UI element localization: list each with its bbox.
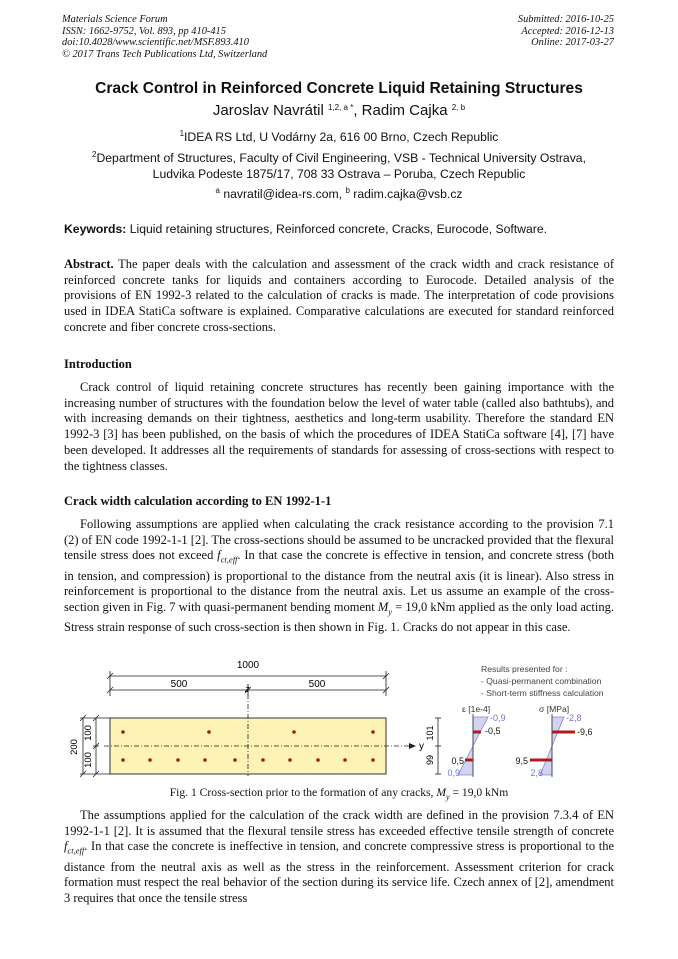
abstract-label: Abstract. (64, 257, 114, 271)
dimension-neutral-bottom: 99 (425, 754, 435, 766)
strain-bottom-value: 0,9 (447, 768, 460, 778)
abstract-text: The paper deals with the calculation and assessment of the crack width and crack resistance of reinforced concrete tanks for liquids and containers according to Eurocode. Detailed analysis of the provisions of EN 1992-3 related to the calculation of cracks is made. The interpretation of code provisions used in IDEA StatiCa software is explained. Comparative calculations are executed for standard reinforced concrete and fiber concrete cross-sections. (64, 257, 614, 334)
affiliation-2 (0, 151, 678, 182)
p2-text-a: The assumptions applied for the calculation of the crack width are defined in the provision 7.3.4 of EN 1992-1-1 [2]. It is assumed that the flexural tensile stress has exceeded effective tensile strength of concrete (64, 808, 614, 838)
affiliation-1-text: IDEA RS Ltd, U Vodárny 2a, 616 00 Brno, Czech Republic (184, 130, 499, 144)
results-title: Results presented for : (481, 664, 568, 674)
p2-text-b: . In that case the concrete is ineffective in tension, and concrete compressive stress is proportional to the distance from the neutral axis as well as the stress in the reinforcement. Assessment criterion for crack formation must respect the real behavior of the section during its service life. Czech annex of [2], amendment 3 requires that once the tensile stress (64, 839, 614, 906)
accepted-date: Accepted: 2016-12-13 (521, 25, 614, 37)
crack-width-paragraph-1 (64, 517, 614, 636)
strain-rebar-bottom-value: 0,5 (451, 756, 464, 766)
section-heading-introduction: Introduction (64, 357, 132, 371)
submitted-date: Submitted: 2016-10-25 (517, 14, 614, 25)
crack-width-paragraph-2 (64, 808, 614, 907)
journal-issn: ISSN: 1662-9752, Vol. 893, pp 410-415 (62, 25, 226, 37)
affiliation-1 (0, 130, 678, 146)
affiliation-2-line2: Ludvika Podeste 1875/17, 708 33 Ostrava – Poruba, Czech Republic (152, 166, 526, 181)
dimension-top-half: 100 (83, 725, 94, 741)
affiliation-2-marker: 2 (92, 150, 97, 159)
paper-title: Crack Control in Reinforced Concrete Liquid Retaining Structures (95, 80, 583, 97)
keywords-label: Keywords: (64, 222, 127, 236)
results-line-1: - Quasi-permanent combination (481, 676, 602, 686)
results-line-2: - Short-term stiffness calculation (481, 688, 604, 698)
p1-text-c: = 19,0 kNm applied as the only load acting. Stress strain response of such cross-section is then shown in Fig. 1. Cracks do not appear in this case. (64, 600, 615, 635)
moment-subscript: y (388, 606, 393, 617)
strain-diagram-label: ε [1e-4] (462, 704, 491, 714)
affiliation-1-marker: 1 (179, 129, 185, 138)
stress-bottom-value: 2,8 (530, 768, 543, 778)
caption-moment-symbol: M (436, 786, 446, 799)
email-a: navratil@idea-rs.com, (223, 187, 343, 201)
y-axis-arrow (409, 743, 416, 749)
caption-text-a: Fig. 1 Cross-section prior to the formation of any cracks, (169, 786, 437, 799)
journal-header-right (518, 14, 614, 49)
email-a-marker: a (215, 186, 220, 195)
moment-symbol: M (377, 600, 389, 615)
caption-moment-subscript: y (446, 792, 450, 802)
dimension-neutral-top: 101 (425, 725, 435, 741)
stress-rebar-top-value: -9,6 (577, 727, 593, 737)
author-1: Jaroslav Navrátil (212, 102, 324, 119)
author-2: Radim Cajka (361, 102, 448, 119)
journal-doi: doi:10.4028/www.scientific.net/MSF.893.410 (62, 37, 249, 49)
p1-text-b: . In that case the concrete is effective in tension, and concrete stress (both in tension, and compression) is proportional to the distance from the neutral axis (it is linear). Also stress in reinforcement is proportional to the distance from the neutral axis. Let us assume an example of the cross-section given in Fig. 7 with quasi-permanent bending moment (64, 548, 614, 615)
y-axis-label: y (419, 741, 424, 752)
author-list (0, 102, 678, 119)
author-1-affiliation: 1,2, a * (327, 103, 354, 112)
dimension-right: 500 (308, 679, 326, 690)
strain-top-value: -0,9 (490, 713, 506, 723)
email-b: radim.cajka@vsb.cz (353, 187, 463, 201)
stress-rebar-bottom-value: 9,5 (515, 756, 528, 766)
keywords (64, 222, 547, 236)
email-line (0, 187, 678, 203)
f-ct-eff-subscript: ct,eff (220, 554, 238, 565)
introduction-paragraph: Crack control of liquid retaining concrete structures has recently been gaining importance with the increasing number of structures with the foundation below the level of water table (called also bathtubs), and with increasing demands on their tightness, aesthetics and long-term usability. Therefore the standard EN 1992-3 [3] has been published, on the basis of which the procedures of IDEA StatiCa software [4], [7] have been developed. It addresses all the requirements of standards for assessing of cross-sections with respect to the tightness classes. (64, 380, 614, 473)
dimension-height: 200 (69, 739, 80, 755)
author-separator: , (353, 102, 362, 119)
dimension-total: 1000 (236, 660, 260, 671)
stress-diagram-label: σ [MPa] (539, 704, 570, 714)
f-ct-eff-subscript-2: ct,eff (67, 845, 85, 856)
figure-caption (0, 786, 678, 801)
keywords-text: Liquid retaining structures, Reinforced concrete, Cracks, Eurocode, Software. (129, 222, 547, 236)
z-axis-label: z (245, 684, 250, 694)
f-ct-eff-symbol: f (217, 548, 221, 563)
online-date: Online: 2017-03-27 (531, 37, 614, 49)
stress-top-value: -2,8 (566, 713, 582, 723)
caption-text-b: = 19,0 kNm (449, 786, 509, 799)
journal-copyright: © 2017 Trans Tech Publications Ltd, Switzerland (62, 48, 268, 60)
abstract (64, 257, 614, 336)
journal-name: Materials Science Forum (62, 14, 168, 25)
section-heading-crack-width: Crack width calculation according to EN 1992-1-1 (64, 494, 332, 508)
strain-rebar-top-value: -0,5 (485, 726, 501, 736)
dimension-bottom-half: 100 (83, 752, 94, 768)
author-2-affiliation: 2, b (451, 103, 466, 112)
p1-text-a: Following assumptions are applied when calculating the crack resistance according to the provision 7.1 (2) of EN code 1992-1-1 [2]. The cross-sections should be assumed to be uncracked provided that the flexural tensile stress does not exceed (64, 517, 614, 563)
email-b-marker: b (345, 186, 350, 195)
dimension-left: 500 (170, 679, 188, 690)
affiliation-2-line1: Department of Structures, Faculty of Civil Engineering, VSB - Technical University Ostrava, (96, 151, 586, 165)
journal-header-left (62, 14, 267, 60)
f-ct-eff-symbol-2: f (64, 839, 68, 854)
figure-cross-section (64, 656, 624, 780)
strain-diagram (458, 714, 488, 777)
